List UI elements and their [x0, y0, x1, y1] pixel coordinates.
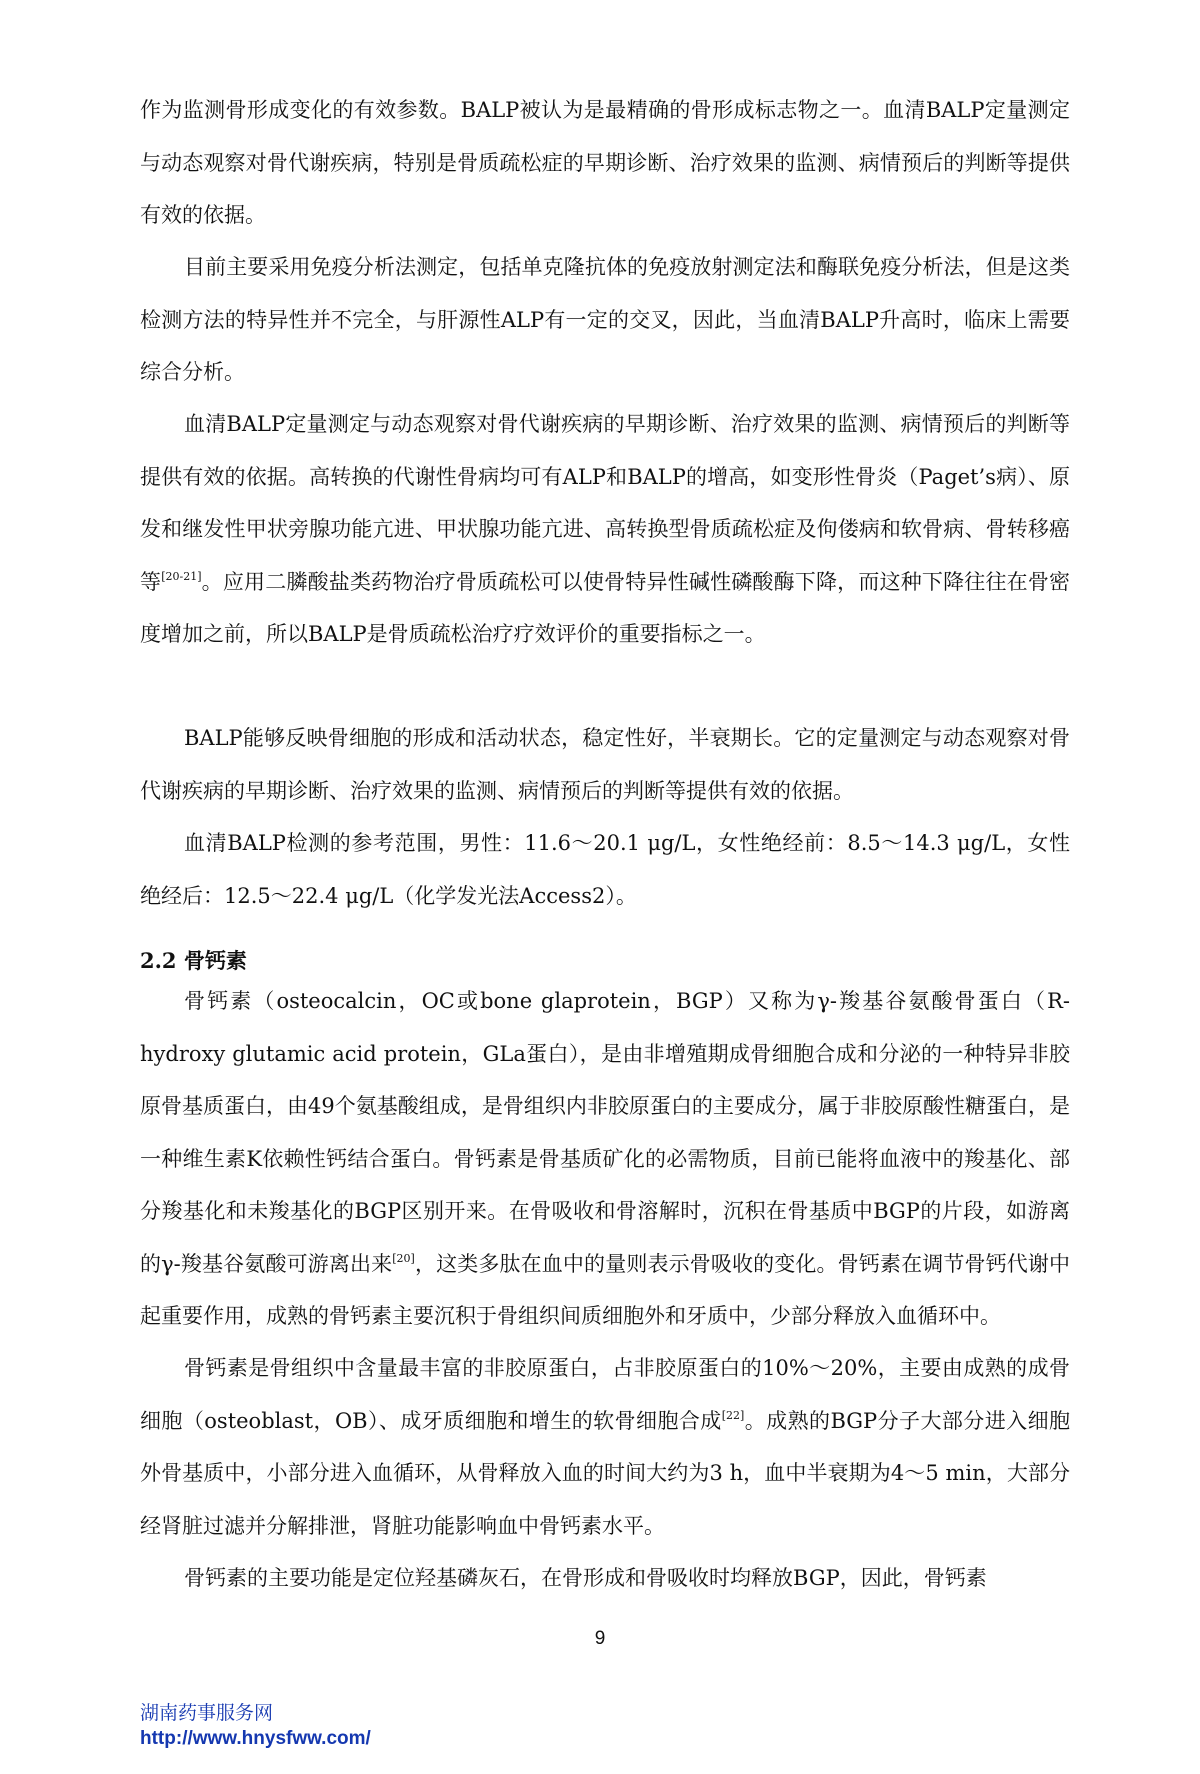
paragraph-osteocalcin-synthesis: [140, 1342, 1070, 1552]
paragraph-balp-parameter: [140, 84, 1070, 242]
footer: [140, 1700, 371, 1752]
paragraph-text: BALP能够反映骨细胞的形成和活动状态，稳定性好，半衰期长。它的定量测定与动态观察对骨代谢疾病的早期诊断、治疗效果的监测、病情预后的判断等提供有效的依据。: [140, 726, 1070, 803]
footer-url-link[interactable]: http://www.hnysfww.com/: [140, 1728, 371, 1749]
citation-reference: [22]: [721, 1408, 745, 1422]
paragraph-text: 骨钙素是骨组织中含量最丰富的非胶原蛋白，占非胶原蛋白的10%～20%，主要由成熟的成骨细胞（osteoblast，OB）、成牙质细胞和增生的软骨细胞合成: [140, 1356, 1070, 1433]
paragraph-text: 。成熟的BGP分子大部分进入细胞外骨基质中，小部分进入血循环，从骨释放入血的时间大约为3 h，血中半衰期为4～5 min，大部分经肾脏过滤并分解排泄，肾脏功能影响血中骨钙素水平。: [140, 1408, 1070, 1538]
citation-reference: [20]: [392, 1251, 415, 1265]
paragraph-osteocalcin-definition: [140, 975, 1070, 1343]
paragraph-text: 。应用二膦酸盐类药物治疗骨质疏松可以使骨特异性碱性磷酸酶下降，而这种下降往往在骨密度增加之前，所以BALP是骨质疏松治疗疗效评价的重要指标之一。: [140, 569, 1071, 646]
paragraph-text: 血清BALP检测的参考范围，男性：11.6～20.1 μg/L，女性绝经前：8.5～14.3 μg/L，女性绝经后：12.5～22.4 μg/L（化学发光法Access2）。: [140, 831, 1070, 908]
footer-site-name: 湖南药事服务网: [140, 1702, 274, 1724]
section-heading: 2.2 骨钙素: [140, 948, 247, 973]
page-number: 9: [594, 1628, 606, 1649]
paragraph-reference-range: [140, 817, 1070, 922]
paragraph-immunoassay: [140, 241, 1070, 399]
paragraph-text: 作为监测骨形成变化的有效参数。BALP被认为是最精确的骨形成标志物之一。血清BALP定量测定与动态观察对骨代谢疾病，特别是骨质疏松症的早期诊断、治疗效果的监测、病情预后的判断等提供有效的依据。: [140, 98, 1070, 227]
paragraph-text: ，这类多肽在血中的量则表示骨吸收的变化。骨钙素在调节骨钙代谢中起重要作用，成熟的骨钙素主要沉积于骨组织间质细胞外和牙质中，少部分释放入血循环中。: [140, 1251, 1071, 1328]
paragraph-osteocalcin-function: [140, 1552, 1070, 1605]
paragraph-balp-stability: [140, 712, 1070, 817]
paragraph-text: 骨钙素的主要功能是定位羟基磷灰石，在骨形成和骨吸收时均释放BGP，因此，骨钙素: [184, 1566, 987, 1590]
paragraph-text: 目前主要采用免疫分析法测定，包括单克隆抗体的免疫放射测定法和酶联免疫分析法，但是这类检测方法的特异性并不完全，与肝源性ALP有一定的交叉，因此，当血清BALP升高时，临床上需要综合分析。: [140, 255, 1070, 384]
paragraph-serum-balp-clinical: [140, 398, 1070, 661]
paragraph-text: 血清BALP定量测定与动态观察对骨代谢疾病的早期诊断、治疗效果的监测、病情预后的判断等提供有效的依据。高转换的代谢性骨病均可有ALP和BALP的增高，如变形性骨炎（Paget’s病）、原发和继发性甲状旁腺功能亢进、甲状腺功能亢进、高转换型骨质疏松症及佝偻病和软骨病、骨转移癌等: [140, 412, 1070, 594]
citation-reference: [20-21]: [161, 569, 202, 583]
paragraph-text: 骨钙素（osteocalcin，OC或bone glaprotein，BGP）又称为γ-羧基谷氨酸骨蛋白（R-hydroxy glutamic acid protein，GLa蛋白），是由非增殖期成骨细胞合成和分泌的一种特异非胶原骨基质蛋白，由49个氨基酸组成，是骨组织内非胶原蛋白的主要成分，属于非胶原酸性糖蛋白，是一种维生素K依赖性钙结合蛋白。骨钙素是骨基质矿化的必需物质，目前已能将血液中的羧基化、部分羧基化和未羧基化的BGP区别开来。在骨吸收和骨溶解时，沉积在骨基质中BGP的片段，如游离的γ-羧基谷氨酸可游离出来: [140, 989, 1070, 1276]
